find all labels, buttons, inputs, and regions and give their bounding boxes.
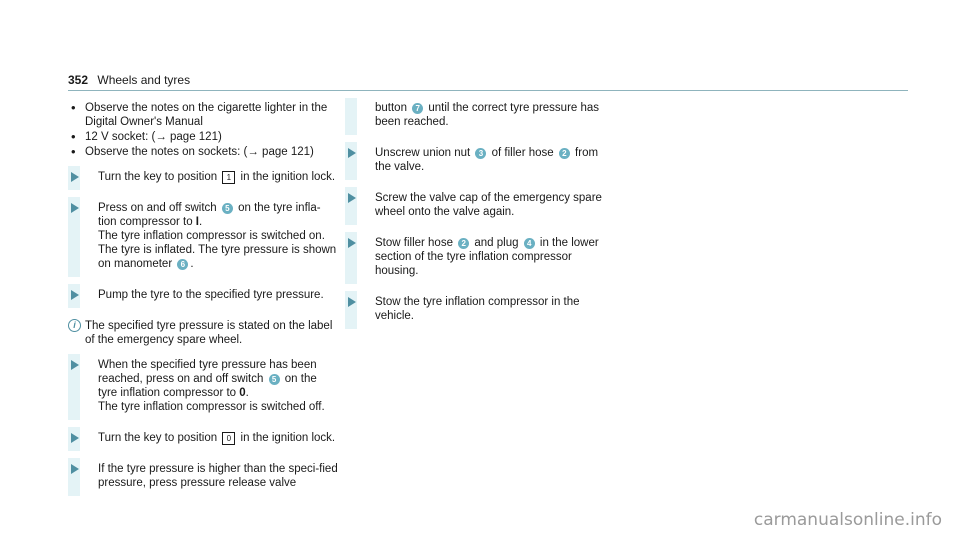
step-arrow-icon xyxy=(71,360,79,370)
step-arrow-icon xyxy=(348,297,356,307)
callout-badge: 5 xyxy=(222,203,233,214)
step-arrow-icon xyxy=(348,238,356,248)
cross-reference-arrow-icon: → xyxy=(155,131,167,143)
step-release-pressure: If the tyre pressure is higher than the speci-fied pressure, press pressure release valve xyxy=(68,462,338,496)
callout-badge: 2 xyxy=(458,238,469,249)
section-title: Wheels and tyres xyxy=(97,73,191,87)
callout-badge: 6 xyxy=(177,259,188,270)
bullet-item: • 12 V socket: (→ page 121) xyxy=(71,129,222,144)
step-stow-compressor: Stow the tyre inflation compressor in the vehicle. xyxy=(345,295,610,329)
step-arrow-icon xyxy=(71,203,79,213)
step-release-continued: button 7 until the correct tyre pressure has been reached. xyxy=(345,101,610,135)
cross-reference-arrow-icon: → xyxy=(247,146,259,158)
page-header xyxy=(68,73,190,87)
step-switch-off: When the specified tyre pressure has been reached, press on and off switch 5 on the tyre inflation compressor to 0. The tyre inflation compressor is switched off. xyxy=(68,358,338,420)
page-number: 352 xyxy=(68,73,89,87)
callout-badge: 5 xyxy=(269,374,280,385)
step-turn-key-1: Turn the key to position 1 in the ignition lock. xyxy=(68,170,338,190)
step-screw-cap: Screw the valve cap of the emergency spare wheel onto the valve again. xyxy=(345,191,610,225)
step-arrow-icon xyxy=(71,172,79,182)
bullet-item: • Observe the notes on the cigarette lighter in the Digital Owner's Manual xyxy=(71,100,328,128)
header-rule xyxy=(68,90,908,91)
step-pump: Pump the tyre to the specified tyre pressure. xyxy=(68,288,338,308)
step-unscrew-nut: Unscrew union nut 3 of filler hose 2 from the valve. xyxy=(345,146,610,180)
callout-badge: 2 xyxy=(559,148,570,159)
step-arrow-icon xyxy=(71,464,79,474)
step-switch-on: Press on and off switch 5 on the tyre infla-tion compressor to I. The tyre inflation compressor is switched on. The tyre is inflated. The tyre pressure is shown on manometer 6 . xyxy=(68,201,338,277)
right-column xyxy=(345,101,610,329)
callout-badge: 7 xyxy=(412,103,423,114)
step-turn-key-0: Turn the key to position 0 in the ignition lock. xyxy=(68,431,338,451)
info-icon: i xyxy=(68,319,81,332)
bullet-item: • Observe the notes on sockets: (→ page 121) xyxy=(71,144,314,159)
step-arrow-icon xyxy=(348,148,356,158)
watermark: carmanualsonline.info xyxy=(753,510,942,530)
key-position-icon: 1 xyxy=(222,171,235,184)
key-position-icon: 0 xyxy=(222,432,235,445)
step-arrow-icon xyxy=(348,193,356,203)
step-arrow-icon xyxy=(71,433,79,443)
callout-badge: 3 xyxy=(475,148,486,159)
step-stow-hose: Stow filler hose 2 and plug 4 in the lower section of the tyre inflation compressor housing. xyxy=(345,236,610,284)
callout-badge: 4 xyxy=(524,238,535,249)
step-arrow-icon xyxy=(71,290,79,300)
info-note: i The specified tyre pressure is stated on the label of the emergency spare wheel. xyxy=(68,319,338,347)
left-column xyxy=(68,101,338,496)
